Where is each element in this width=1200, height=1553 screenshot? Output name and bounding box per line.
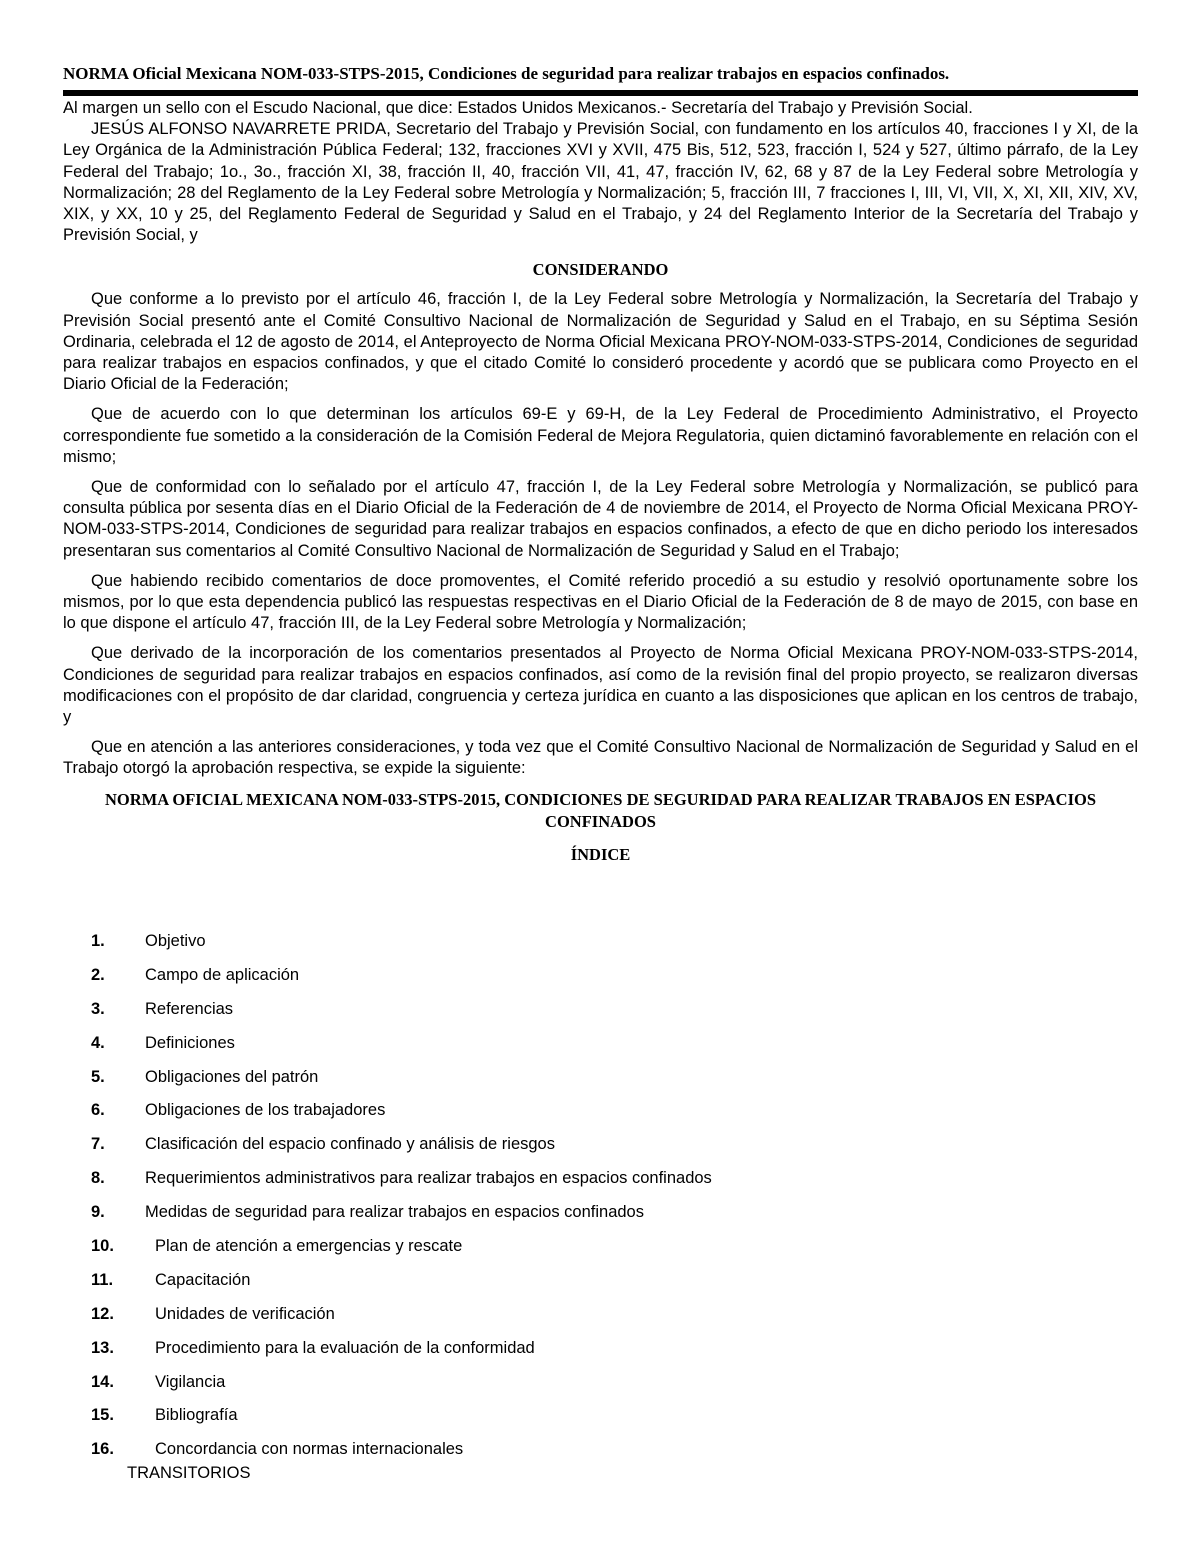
index-label: Concordancia con normas internacionales	[155, 1440, 464, 1459]
index-label: Vigilancia	[155, 1372, 226, 1391]
index-number: 3.	[91, 999, 105, 1018]
index-number: 7.	[91, 1135, 105, 1154]
seal-paragraph: Al margen un sello con el Escudo Nacional, que dice: Estados Unidos Mexicanos.- Secretaría del Trabajo y Previsión Social.	[63, 99, 973, 117]
document-page	[63, 62, 1138, 866]
norma-heading: NORMA OFICIAL MEXICANA NOM-033-STPS-2015, CONDICIONES DE SEGURIDAD PARA REALIZAR TRABAJOS EN ESPACIOS CONFINADOS	[104, 789, 1097, 831]
index-item[interactable]	[91, 1065, 712, 1099]
index-item[interactable]	[91, 1302, 712, 1336]
title-divider	[63, 90, 1138, 96]
indice-heading: ÍNDICE	[570, 844, 631, 864]
index-label: Objetivo	[145, 932, 206, 950]
index-item[interactable]	[91, 963, 712, 997]
index-item[interactable]	[91, 929, 712, 963]
index-number: 16.	[91, 1440, 114, 1459]
considerando-paragraph: Que conforme a lo previsto por el artículo 46, fracción I, de la Ley Federal sobre Metrología y Normalización, la Secretaría del Trabajo y Previsión Social presentó ante el Comité Consultivo Nacional de Normalización de Seguridad y Salud en el Trabajo, en su Séptima Sesión Ordinaria, celebrada el 12 de agosto de 2014, el Anteproyecto de Norma Oficial Mexicana PROY-NOM-033-STPS-2014, Condiciones de seguridad para realizar trabajos en espacios confinados, y que el citado Comité lo consideró procedente y acordó que se publicara como Proyecto en el Diario Oficial de la Federación;	[63, 290, 1138, 394]
index-item[interactable]	[91, 1098, 712, 1132]
index-number: 1.	[91, 932, 105, 950]
index-label: Obligaciones del patrón	[145, 1067, 319, 1086]
index-label: Campo de aplicación	[145, 965, 300, 984]
index-item[interactable]	[91, 1268, 712, 1302]
document-title: NORMA Oficial Mexicana NOM-033-STPS-2015, Condiciones de seguridad para realizar trabajos en espacios confinados.	[63, 64, 950, 83]
index-number: 11.	[91, 1270, 114, 1289]
index-label: Requerimientos administrativos para realizar trabajos en espacios confinados	[145, 1169, 712, 1188]
index-label: Referencias	[145, 999, 234, 1018]
index-number: 5.	[91, 1067, 105, 1086]
index-label: Bibliografía	[155, 1406, 238, 1425]
index-item[interactable]	[91, 1031, 712, 1065]
transitorios-label[interactable]: TRANSITORIOS	[127, 1464, 251, 1482]
index-label: Procedimiento para la evaluación de la conformidad	[155, 1338, 535, 1357]
index-number: 10.	[91, 1237, 114, 1256]
considerando-paragraph: Que en atención a las anteriores consideraciones, y toda vez que el Comité Consultivo Nacional de Normalización de Seguridad y Salud en el Trabajo otorgó la aprobación respectiva, se expide la siguiente:	[63, 738, 1138, 778]
index-list	[91, 929, 712, 1471]
index-item[interactable]	[91, 1200, 712, 1234]
index-label: Definiciones	[145, 1033, 235, 1052]
index-item[interactable]	[91, 997, 712, 1031]
index-number: 13.	[91, 1338, 114, 1357]
considerando-paragraph: Que derivado de la incorporación de los comentarios presentados al Proyecto de Norma Oficial Mexicana PROY-NOM-033-STPS-2014, Condiciones de seguridad para realizar trabajos en espacios confinados, así como de la revisión final del propio proyecto, se realizaron diversas modificaciones con el propósito de dar claridad, congruencia y certeza jurídica en cuanto a las disposiciones que aplican en los centros de trabajo, y	[63, 644, 1138, 727]
index-item[interactable]	[91, 1336, 712, 1370]
index-label: Medidas de seguridad para realizar trabajos en espacios confinados	[145, 1203, 644, 1222]
considerando-paragraph: Que de conformidad con lo señalado por el artículo 47, fracción I, de la Ley Federal sobre Metrología y Normalización, se publicó para consulta pública por sesenta días en el Diario Oficial de la Federación de 4 de noviembre de 2014, el Proyecto de Norma Oficial Mexicana PROY-NOM-033-STPS-2014, Condiciones de seguridad para realizar trabajos en espacios confinados, a efecto de que en dicho periodo los interesados presentaran sus comentarios al Comité Consultivo Nacional de Normalización de Seguridad y Salud en el Trabajo;	[63, 478, 1138, 560]
index-number: 15.	[91, 1406, 114, 1425]
considerando-paragraph: Que de acuerdo con lo que determinan los artículos 69-E y 69-H, de la Ley Federal de Procedimiento Administrativo, el Proyecto correspondiente fue sometido a la consideración de la Comisión Federal de Mejora Regulatoria, quien dictaminó favorablemente en relación con el mismo;	[63, 405, 1138, 466]
index-label: Obligaciones de los trabajadores	[145, 1101, 386, 1120]
index-label: Unidades de verificación	[155, 1304, 335, 1323]
considerando-heading: CONSIDERANDO	[532, 260, 669, 280]
index-number: 2.	[91, 965, 105, 984]
index-number: 8.	[91, 1169, 105, 1188]
index-number: 9.	[91, 1203, 105, 1222]
index-number: 12.	[91, 1304, 114, 1323]
index-number: 4.	[91, 1033, 105, 1052]
secretary-paragraph: JESÚS ALFONSO NAVARRETE PRIDA, Secretario del Trabajo y Previsión Social, con fundamento en los artículos 40, fracciones I y XI, de la Ley Orgánica de la Administración Pública Federal; 132, fracciones XVI y XVII, 475 Bis, 512, 523, fracción I, 524 y 527, último párrafo, de la Ley Federal del Trabajo; 1o., 3o., fracción XI, 38, fracción II, 40, fracción VII, 41, 47, fracción IV, 62, 68 y 87 de la Ley Federal sobre Metrología y Normalización; 28 del Reglamento de la Ley Federal sobre Metrología y Normalización; 5, fracción III, 7 fracciones I, III, VI, VII, X, XI, XII, XIV, XV, XIX, y XX, 10 y 25, del Reglamento Federal de Seguridad y Salud en el Trabajo, y 24 del Reglamento Interior de la Secretaría del Trabajo y Previsión Social, y	[63, 120, 1138, 245]
considerando-paragraph: Que habiendo recibido comentarios de doce promoventes, el Comité referido procedió a su estudio y resolvió oportunamente sobre los mismos, por lo que esta dependencia publicó las respuestas respectivas en el Diario Oficial de la Federación de 8 de mayo de 2015, con base en lo que dispone el artículo 47, fracción III, de la Ley Federal sobre Metrología y Normalización;	[63, 571, 1138, 633]
index-number: 6.	[91, 1101, 105, 1120]
index-item[interactable]	[91, 1403, 712, 1437]
index-item[interactable]	[91, 1370, 712, 1404]
index-item[interactable]	[91, 1132, 712, 1166]
index-number: 14.	[91, 1372, 114, 1391]
index-label: Capacitación	[155, 1270, 251, 1289]
index-label: Plan de atención a emergencias y rescate	[155, 1237, 463, 1256]
index-item[interactable]	[91, 1166, 712, 1200]
index-label: Clasificación del espacio confinado y análisis de riesgos	[145, 1135, 555, 1154]
index-item[interactable]	[91, 1234, 712, 1268]
